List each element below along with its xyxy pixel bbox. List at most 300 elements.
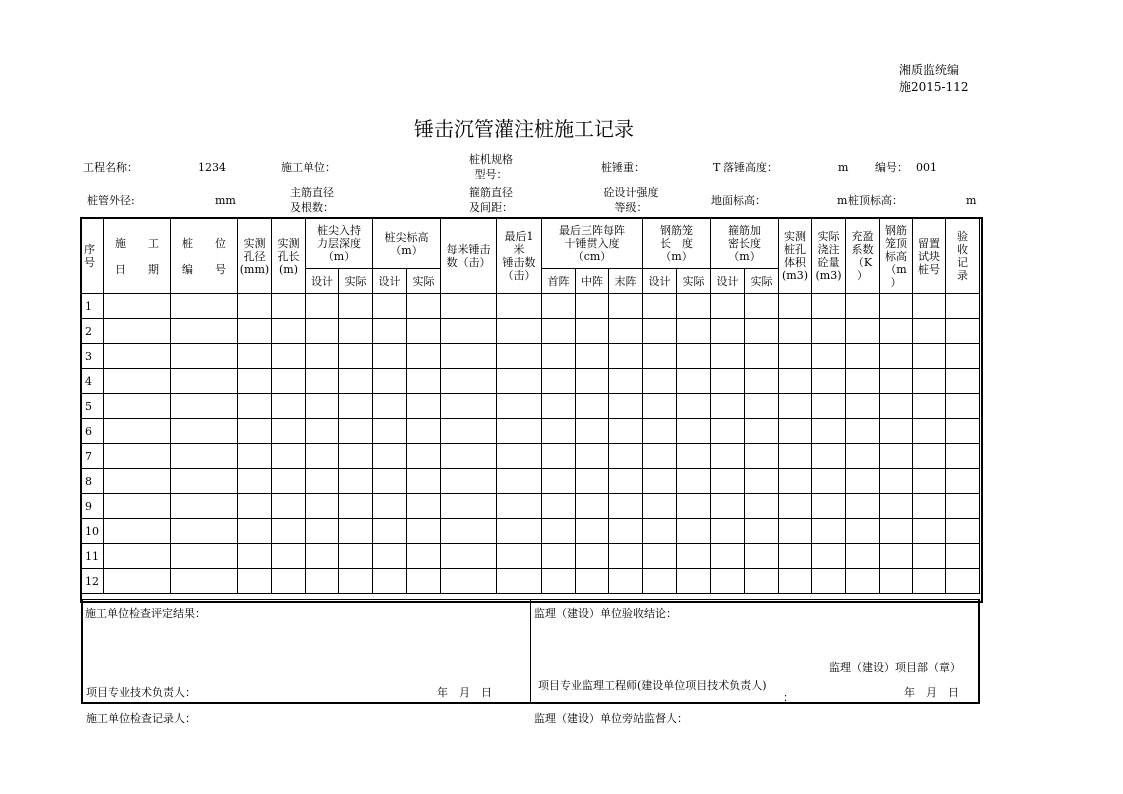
table-cell[interactable] bbox=[677, 444, 711, 469]
table-cell[interactable] bbox=[104, 494, 171, 519]
table-cell[interactable] bbox=[779, 394, 812, 419]
table-cell[interactable] bbox=[946, 344, 980, 369]
table-cell[interactable] bbox=[441, 344, 497, 369]
pile-top-elev-label: 桩顶标高： bbox=[848, 194, 903, 207]
table-cell[interactable] bbox=[846, 344, 880, 369]
table-cell[interactable] bbox=[238, 469, 272, 494]
ground-elev-unit: m bbox=[837, 194, 848, 207]
table-cell[interactable] bbox=[711, 394, 745, 419]
table-cell[interactable] bbox=[542, 469, 576, 494]
table-cell[interactable] bbox=[373, 544, 407, 569]
table-cell[interactable] bbox=[677, 344, 711, 369]
table-cell[interactable] bbox=[171, 294, 238, 319]
table-cell[interactable] bbox=[339, 419, 373, 444]
table-cell[interactable] bbox=[946, 569, 980, 594]
table-cell[interactable] bbox=[272, 394, 306, 419]
table-cell[interactable] bbox=[441, 319, 497, 344]
table-cell[interactable] bbox=[609, 544, 643, 569]
table-cell[interactable] bbox=[913, 519, 946, 544]
table-cell[interactable] bbox=[171, 519, 238, 544]
table-cell[interactable] bbox=[779, 519, 812, 544]
table-cell[interactable] bbox=[880, 344, 913, 369]
table-cell[interactable] bbox=[643, 369, 677, 394]
table-cell[interactable] bbox=[542, 294, 576, 319]
table-cell[interactable] bbox=[643, 494, 677, 519]
table-cell[interactable] bbox=[643, 519, 677, 544]
table-cell[interactable] bbox=[272, 444, 306, 469]
date-left: 年 月 日 bbox=[437, 686, 492, 699]
table-cell[interactable] bbox=[272, 319, 306, 344]
table-cell[interactable] bbox=[306, 469, 339, 494]
table-row bbox=[82, 569, 980, 594]
table-cell[interactable] bbox=[497, 494, 542, 519]
table-cell[interactable] bbox=[407, 494, 441, 519]
table-cell[interactable] bbox=[373, 319, 407, 344]
table-cell[interactable] bbox=[238, 369, 272, 394]
table-cell[interactable] bbox=[677, 519, 711, 544]
table-cell[interactable] bbox=[812, 544, 846, 569]
table-cell[interactable] bbox=[609, 319, 643, 344]
table-cell[interactable] bbox=[913, 419, 946, 444]
table-cell[interactable] bbox=[745, 369, 779, 394]
table-cell[interactable] bbox=[497, 319, 542, 344]
table-cell[interactable] bbox=[171, 344, 238, 369]
table-cell[interactable] bbox=[373, 469, 407, 494]
table-cell[interactable] bbox=[677, 569, 711, 594]
table-cell[interactable] bbox=[946, 369, 980, 394]
table-cell[interactable] bbox=[576, 444, 609, 469]
table-cell[interactable] bbox=[609, 419, 643, 444]
table-cell[interactable] bbox=[407, 519, 441, 544]
table-cell[interactable] bbox=[711, 469, 745, 494]
table-cell[interactable] bbox=[609, 569, 643, 594]
table-cell[interactable] bbox=[441, 519, 497, 544]
table-cell[interactable] bbox=[745, 294, 779, 319]
table-cell[interactable] bbox=[339, 319, 373, 344]
table-cell[interactable] bbox=[306, 369, 339, 394]
table-cell[interactable] bbox=[407, 569, 441, 594]
table-cell[interactable] bbox=[946, 519, 980, 544]
table-cell[interactable] bbox=[373, 369, 407, 394]
table-cell[interactable] bbox=[306, 319, 339, 344]
main-rebar-label-2: 及根数： bbox=[290, 201, 334, 214]
date-right: 年 月 日 bbox=[904, 686, 959, 699]
table-cell[interactable] bbox=[373, 394, 407, 419]
table-cell[interactable] bbox=[745, 319, 779, 344]
table-cell[interactable] bbox=[609, 369, 643, 394]
table-cell[interactable] bbox=[812, 419, 846, 444]
table-cell[interactable] bbox=[441, 544, 497, 569]
table-cell[interactable] bbox=[339, 394, 373, 419]
table-cell[interactable] bbox=[497, 444, 542, 469]
table-cell[interactable] bbox=[407, 319, 441, 344]
table-cell[interactable] bbox=[880, 519, 913, 544]
table-cell[interactable] bbox=[779, 444, 812, 469]
table-cell[interactable] bbox=[104, 569, 171, 594]
table-cell[interactable] bbox=[846, 394, 880, 419]
table-cell[interactable] bbox=[677, 369, 711, 394]
table-cell[interactable] bbox=[913, 569, 946, 594]
table-cell[interactable] bbox=[272, 369, 306, 394]
table-cell[interactable] bbox=[104, 394, 171, 419]
table-cell[interactable] bbox=[497, 394, 542, 419]
table-cell[interactable] bbox=[104, 444, 171, 469]
table-cell[interactable] bbox=[609, 469, 643, 494]
table-cell[interactable] bbox=[272, 419, 306, 444]
table-cell[interactable] bbox=[441, 294, 497, 319]
table-cell[interactable] bbox=[677, 394, 711, 419]
table-cell[interactable] bbox=[745, 519, 779, 544]
table-cell[interactable] bbox=[677, 294, 711, 319]
table-cell[interactable] bbox=[339, 569, 373, 594]
table-cell[interactable] bbox=[171, 369, 238, 394]
table-cell[interactable] bbox=[407, 444, 441, 469]
table-cell[interactable] bbox=[880, 469, 913, 494]
table-cell[interactable] bbox=[104, 544, 171, 569]
table-cell[interactable] bbox=[812, 394, 846, 419]
table-cell[interactable] bbox=[711, 569, 745, 594]
table-cell[interactable] bbox=[542, 444, 576, 469]
table-cell[interactable] bbox=[306, 544, 339, 569]
table-cell[interactable] bbox=[272, 494, 306, 519]
table-cell[interactable] bbox=[272, 544, 306, 569]
table-cell[interactable] bbox=[407, 344, 441, 369]
table-cell[interactable] bbox=[846, 444, 880, 469]
table-cell[interactable] bbox=[373, 419, 407, 444]
table-cell[interactable] bbox=[441, 494, 497, 519]
table-cell[interactable] bbox=[576, 544, 609, 569]
table-cell[interactable] bbox=[497, 519, 542, 544]
table-cell[interactable] bbox=[812, 519, 846, 544]
table-cell[interactable] bbox=[171, 544, 238, 569]
header-date bbox=[104, 219, 171, 294]
table-cell[interactable] bbox=[272, 519, 306, 544]
table-cell[interactable] bbox=[171, 469, 238, 494]
table-cell[interactable] bbox=[643, 569, 677, 594]
table-cell[interactable] bbox=[913, 544, 946, 569]
table-cell[interactable] bbox=[609, 494, 643, 519]
table-cell[interactable] bbox=[880, 494, 913, 519]
header-hole-dia-text: 实测 孔径 (mm) bbox=[239, 236, 270, 276]
table-cell[interactable] bbox=[441, 419, 497, 444]
table-cell[interactable] bbox=[812, 319, 846, 344]
table-cell[interactable] bbox=[576, 569, 609, 594]
table-cell[interactable] bbox=[846, 469, 880, 494]
table-cell[interactable] bbox=[542, 394, 576, 419]
table-cell[interactable] bbox=[677, 469, 711, 494]
header-stirrup-dense-text: 箍筋加 密长度 （m） bbox=[728, 224, 761, 263]
table-cell[interactable] bbox=[104, 319, 171, 344]
table-cell[interactable] bbox=[272, 469, 306, 494]
table-cell[interactable] bbox=[812, 494, 846, 519]
table-cell[interactable] bbox=[880, 369, 913, 394]
main-rebar-label-1: 主筋直径 bbox=[290, 186, 334, 199]
table-cell[interactable] bbox=[104, 344, 171, 369]
table-cell[interactable] bbox=[171, 394, 238, 419]
table-cell[interactable] bbox=[373, 444, 407, 469]
project-value: 1234 bbox=[198, 161, 226, 174]
table-cell[interactable] bbox=[306, 494, 339, 519]
table-cell[interactable] bbox=[497, 369, 542, 394]
table-cell[interactable] bbox=[542, 494, 576, 519]
table-cell[interactable] bbox=[373, 344, 407, 369]
table-cell[interactable] bbox=[779, 569, 812, 594]
table-cell[interactable] bbox=[745, 444, 779, 469]
table-cell[interactable] bbox=[880, 394, 913, 419]
table-cell[interactable] bbox=[497, 469, 542, 494]
table-cell[interactable] bbox=[238, 544, 272, 569]
table-cell[interactable] bbox=[542, 569, 576, 594]
table-cell[interactable] bbox=[711, 344, 745, 369]
table-cell[interactable] bbox=[846, 294, 880, 319]
last3-first: 首阵 bbox=[542, 269, 576, 294]
table-cell[interactable] bbox=[576, 494, 609, 519]
header-last3 bbox=[542, 219, 643, 269]
table-cell[interactable] bbox=[745, 419, 779, 444]
table-cell[interactable] bbox=[576, 319, 609, 344]
table-cell[interactable] bbox=[946, 469, 980, 494]
table-cell[interactable] bbox=[171, 419, 238, 444]
table-cell[interactable] bbox=[846, 569, 880, 594]
row-number: 6 bbox=[82, 419, 104, 444]
table-cell[interactable] bbox=[542, 369, 576, 394]
table-cell[interactable] bbox=[812, 444, 846, 469]
table-cell[interactable] bbox=[643, 444, 677, 469]
table-cell[interactable] bbox=[542, 419, 576, 444]
table-cell[interactable] bbox=[576, 519, 609, 544]
table-cell[interactable] bbox=[846, 319, 880, 344]
table-cell[interactable] bbox=[711, 419, 745, 444]
table-cell[interactable] bbox=[407, 419, 441, 444]
table-cell[interactable] bbox=[104, 519, 171, 544]
table-cell[interactable] bbox=[677, 544, 711, 569]
table-cell[interactable] bbox=[880, 544, 913, 569]
table-cell[interactable] bbox=[238, 444, 272, 469]
table-cell[interactable] bbox=[913, 344, 946, 369]
table-cell[interactable] bbox=[576, 394, 609, 419]
table-cell[interactable] bbox=[643, 319, 677, 344]
table-cell[interactable] bbox=[407, 544, 441, 569]
table-cell[interactable] bbox=[373, 519, 407, 544]
table-cell[interactable] bbox=[677, 319, 711, 344]
table-cell[interactable] bbox=[238, 294, 272, 319]
table-cell[interactable] bbox=[609, 344, 643, 369]
table-cell[interactable] bbox=[846, 519, 880, 544]
table-cell[interactable] bbox=[238, 419, 272, 444]
table-cell[interactable] bbox=[846, 369, 880, 394]
table-cell[interactable] bbox=[913, 294, 946, 319]
concrete-grade-label-2: 等级： bbox=[614, 201, 648, 214]
table-cell[interactable] bbox=[306, 519, 339, 544]
table-cell[interactable] bbox=[272, 344, 306, 369]
table-cell[interactable] bbox=[306, 419, 339, 444]
table-cell[interactable] bbox=[711, 294, 745, 319]
table-cell[interactable] bbox=[643, 544, 677, 569]
table-cell[interactable] bbox=[497, 544, 542, 569]
table-cell[interactable] bbox=[441, 394, 497, 419]
table-cell[interactable] bbox=[542, 544, 576, 569]
table-cell[interactable] bbox=[677, 419, 711, 444]
table-cell[interactable] bbox=[812, 569, 846, 594]
table-cell[interactable] bbox=[373, 494, 407, 519]
table-cell[interactable] bbox=[711, 319, 745, 344]
table-cell[interactable] bbox=[745, 544, 779, 569]
table-cell[interactable] bbox=[407, 469, 441, 494]
table-cell[interactable] bbox=[238, 394, 272, 419]
table-cell[interactable] bbox=[745, 569, 779, 594]
table-cell[interactable] bbox=[913, 319, 946, 344]
table-cell[interactable] bbox=[643, 344, 677, 369]
table-cell[interactable] bbox=[339, 344, 373, 369]
table-cell[interactable] bbox=[913, 394, 946, 419]
table-cell[interactable] bbox=[745, 494, 779, 519]
table-cell[interactable] bbox=[272, 294, 306, 319]
table-cell[interactable] bbox=[272, 569, 306, 594]
header-blows-per-m-text: 每米锤击 数（击） bbox=[446, 243, 491, 269]
table-cell[interactable] bbox=[745, 469, 779, 494]
table-cell[interactable] bbox=[497, 569, 542, 594]
table-cell[interactable] bbox=[880, 444, 913, 469]
table-cell[interactable] bbox=[880, 419, 913, 444]
row-number: 8 bbox=[82, 469, 104, 494]
table-cell[interactable] bbox=[339, 294, 373, 319]
table-cell[interactable] bbox=[946, 544, 980, 569]
table-cell[interactable] bbox=[306, 444, 339, 469]
table-cell[interactable] bbox=[913, 369, 946, 394]
table-cell[interactable] bbox=[407, 294, 441, 319]
table-cell[interactable] bbox=[373, 294, 407, 319]
table-cell[interactable] bbox=[745, 344, 779, 369]
table-cell[interactable] bbox=[913, 469, 946, 494]
table-cell[interactable] bbox=[946, 494, 980, 519]
table-cell[interactable] bbox=[238, 494, 272, 519]
table-cell[interactable] bbox=[497, 294, 542, 319]
table-cell[interactable] bbox=[306, 344, 339, 369]
header-pile-no-text: 桩 位 编 号 bbox=[182, 236, 226, 276]
table-cell[interactable] bbox=[711, 444, 745, 469]
table-cell[interactable] bbox=[407, 369, 441, 394]
table-cell[interactable] bbox=[779, 469, 812, 494]
table-cell[interactable] bbox=[339, 544, 373, 569]
table-cell[interactable] bbox=[238, 319, 272, 344]
table-cell[interactable] bbox=[711, 519, 745, 544]
table-cell[interactable] bbox=[779, 319, 812, 344]
table-cell[interactable] bbox=[441, 469, 497, 494]
table-cell[interactable] bbox=[745, 394, 779, 419]
table-cell[interactable] bbox=[711, 369, 745, 394]
table-cell[interactable] bbox=[609, 294, 643, 319]
table-cell[interactable] bbox=[542, 519, 576, 544]
table-cell[interactable] bbox=[812, 294, 846, 319]
table-cell[interactable] bbox=[779, 294, 812, 319]
table-cell[interactable] bbox=[171, 494, 238, 519]
table-cell[interactable] bbox=[946, 294, 980, 319]
table-cell[interactable] bbox=[609, 519, 643, 544]
table-cell[interactable] bbox=[104, 369, 171, 394]
table-cell[interactable] bbox=[441, 369, 497, 394]
table-cell[interactable] bbox=[812, 369, 846, 394]
table-cell[interactable] bbox=[339, 469, 373, 494]
table-cell[interactable] bbox=[497, 419, 542, 444]
doc-code-line2: 施2015-112 bbox=[899, 80, 969, 94]
table-cell[interactable] bbox=[576, 469, 609, 494]
table-cell[interactable] bbox=[779, 494, 812, 519]
table-cell[interactable] bbox=[677, 494, 711, 519]
table-cell[interactable] bbox=[339, 494, 373, 519]
table-cell[interactable] bbox=[339, 369, 373, 394]
table-cell[interactable] bbox=[104, 419, 171, 444]
table-cell[interactable] bbox=[542, 344, 576, 369]
table-cell[interactable] bbox=[441, 569, 497, 594]
table-cell[interactable] bbox=[609, 444, 643, 469]
table-cell[interactable] bbox=[306, 394, 339, 419]
table-cell[interactable] bbox=[306, 294, 339, 319]
table-cell[interactable] bbox=[779, 344, 812, 369]
table-cell[interactable] bbox=[104, 294, 171, 319]
table-cell[interactable] bbox=[913, 444, 946, 469]
recorder-label: 施工单位检查记录人： bbox=[86, 712, 196, 725]
table-cell[interactable] bbox=[576, 294, 609, 319]
table-cell[interactable] bbox=[812, 469, 846, 494]
header-test-block-text: 留置 试块 桩号 bbox=[918, 236, 940, 276]
table-cell[interactable] bbox=[946, 444, 980, 469]
table-cell[interactable] bbox=[711, 544, 745, 569]
table-cell[interactable] bbox=[643, 419, 677, 444]
table-cell[interactable] bbox=[609, 394, 643, 419]
table-cell[interactable] bbox=[643, 294, 677, 319]
table-cell[interactable] bbox=[711, 494, 745, 519]
table-cell[interactable] bbox=[846, 544, 880, 569]
table-cell[interactable] bbox=[238, 344, 272, 369]
table-cell[interactable] bbox=[779, 419, 812, 444]
table-cell[interactable] bbox=[339, 444, 373, 469]
table-cell[interactable] bbox=[407, 394, 441, 419]
table-cell[interactable] bbox=[542, 319, 576, 344]
table-cell[interactable] bbox=[339, 519, 373, 544]
table-cell[interactable] bbox=[913, 494, 946, 519]
header-tip-depth-text: 桩尖入持 力层深度 （m） bbox=[317, 224, 361, 263]
table-cell[interactable] bbox=[946, 419, 980, 444]
table-cell[interactable] bbox=[306, 569, 339, 594]
table-cell[interactable] bbox=[946, 319, 980, 344]
table-cell[interactable] bbox=[238, 519, 272, 544]
table-cell[interactable] bbox=[441, 444, 497, 469]
table-cell[interactable] bbox=[576, 369, 609, 394]
table-cell[interactable] bbox=[171, 319, 238, 344]
table-cell[interactable] bbox=[238, 569, 272, 594]
table-cell[interactable] bbox=[171, 569, 238, 594]
table-cell[interactable] bbox=[104, 469, 171, 494]
table-cell[interactable] bbox=[880, 294, 913, 319]
table-cell[interactable] bbox=[846, 494, 880, 519]
table-cell[interactable] bbox=[576, 344, 609, 369]
table-cell[interactable] bbox=[576, 419, 609, 444]
table-cell[interactable] bbox=[497, 344, 542, 369]
table-cell[interactable] bbox=[880, 319, 913, 344]
table-cell[interactable] bbox=[643, 394, 677, 419]
table-cell[interactable] bbox=[812, 344, 846, 369]
table-cell[interactable] bbox=[373, 569, 407, 594]
table-cell[interactable] bbox=[643, 469, 677, 494]
table-cell[interactable] bbox=[946, 394, 980, 419]
table-cell[interactable] bbox=[880, 569, 913, 594]
table-cell[interactable] bbox=[779, 544, 812, 569]
hammer-weight-label: 桩锤重： bbox=[601, 161, 645, 174]
table-cell[interactable] bbox=[846, 419, 880, 444]
tip-elev-actual: 实际 bbox=[407, 269, 441, 294]
table-cell[interactable] bbox=[171, 444, 238, 469]
table-cell[interactable] bbox=[779, 369, 812, 394]
